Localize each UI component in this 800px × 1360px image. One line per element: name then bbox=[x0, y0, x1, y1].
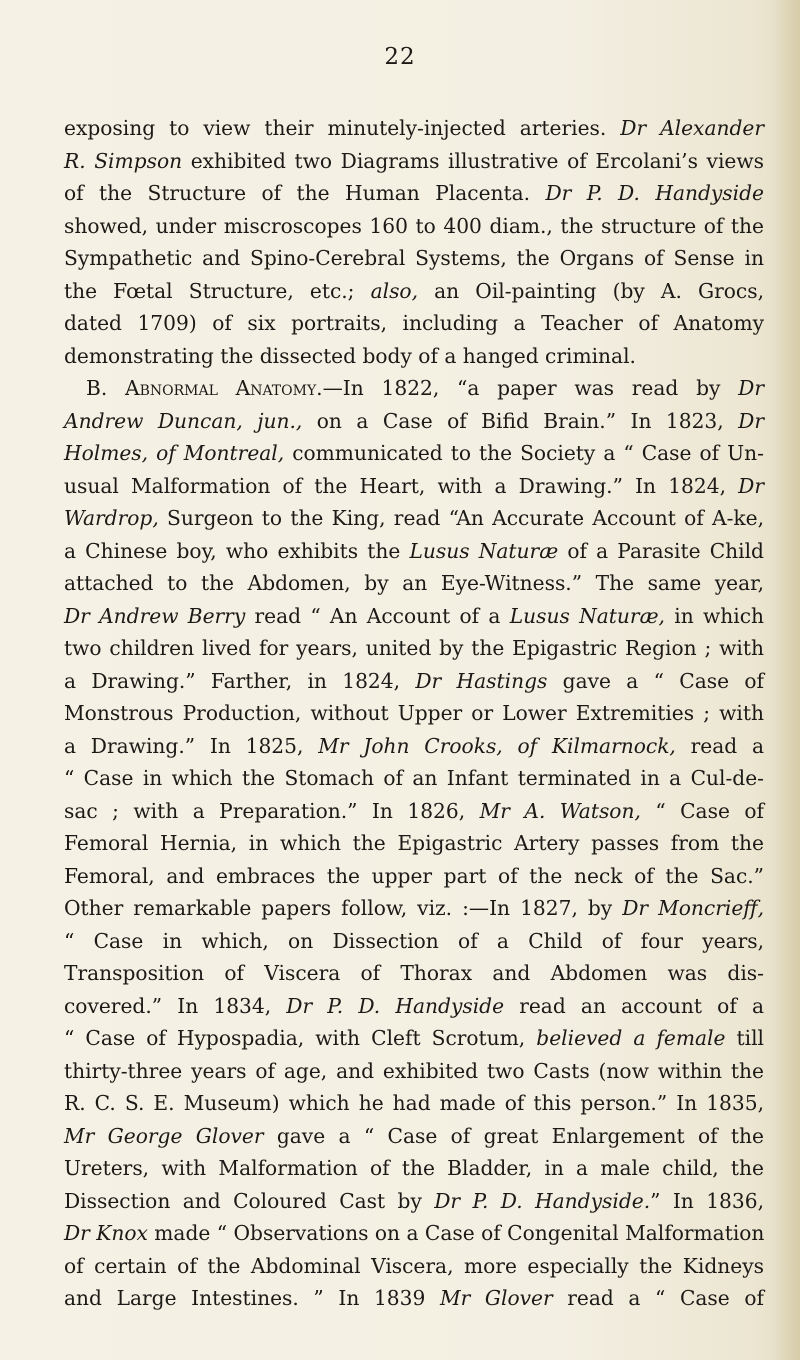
text-segment: of certain of the Abdominal Viscera, more especially the Kidneys bbox=[64, 1253, 764, 1278]
text-segment: the Fœtal Structure, etc.; bbox=[64, 278, 371, 303]
text-line bbox=[64, 1217, 764, 1250]
text-line bbox=[64, 405, 764, 438]
text-segment: till bbox=[725, 1026, 765, 1050]
italic-text: Mr A. Watson, bbox=[479, 798, 641, 823]
text-segment: Femoral Hernia, in which the Epigastric Artery passes from the bbox=[64, 831, 764, 855]
text-segment: of the Structure of the Human Placenta. bbox=[64, 181, 546, 205]
text-line bbox=[64, 925, 764, 958]
text-segment: “ Case in which, on Dissection of a Child of four years, bbox=[64, 928, 764, 953]
text-segment: Ureters, with Malformation of the Bladder, in a male child, the bbox=[64, 1156, 764, 1180]
text-segment: demonstrating the dissected body of a hanged criminal. bbox=[64, 343, 636, 368]
text-line bbox=[64, 307, 764, 340]
text-segment: on a Case of Bifid Brain.” In 1823, bbox=[302, 408, 739, 433]
text-line bbox=[64, 567, 764, 600]
italic-text: Dr Hastings bbox=[415, 668, 548, 693]
text-line bbox=[64, 210, 764, 243]
text-segment: and Large Intestines. ” In 1839 bbox=[64, 1286, 440, 1310]
text-segment: covered.” In 1834, bbox=[64, 993, 287, 1018]
text-line bbox=[64, 242, 764, 275]
italic-text: Dr P. D. Handyside bbox=[286, 993, 505, 1018]
text-segment: made “ Observations on a Case of Congenital Malformation bbox=[147, 1221, 765, 1245]
text-segment: “ Case of Hypospadia, with Cleft Scrotum, bbox=[64, 1026, 537, 1050]
text-segment: thirty-three years of age, and exhibited two Casts (now within the bbox=[64, 1058, 764, 1083]
text-line bbox=[64, 1282, 764, 1315]
text-segment: exposing to view their minutely-injected arteries. bbox=[64, 116, 621, 140]
text-segment: “ Case of bbox=[640, 798, 764, 823]
text-line bbox=[64, 795, 764, 828]
text-line bbox=[64, 1250, 764, 1283]
body-text bbox=[64, 112, 764, 1315]
section-heading: Abnormal Anatomy. bbox=[125, 376, 323, 400]
italic-text: Dr Moncrieff, bbox=[622, 896, 764, 920]
text-line bbox=[64, 1152, 764, 1185]
text-segment: read an account of a bbox=[504, 993, 764, 1018]
text-segment: Surgeon to the King, read “An Accurate Account of A-ke, bbox=[158, 506, 764, 530]
text-line bbox=[64, 1022, 764, 1055]
text-line bbox=[64, 437, 764, 470]
text-segment: two children lived for years, united by the Epigastric Region ; with bbox=[64, 636, 764, 660]
text-segment: read a “ Case of bbox=[552, 1286, 764, 1310]
text-line bbox=[64, 372, 764, 405]
italic-text: Dr bbox=[738, 408, 764, 433]
italic-text: Dr P. D. Handyside. bbox=[434, 1188, 651, 1213]
text-segment: B. bbox=[86, 376, 125, 400]
text-segment: dated 1709) of six portraits, including a Teacher of Anatomy bbox=[64, 311, 764, 335]
text-line bbox=[64, 665, 764, 698]
text-segment: R. C. S. E. Museum) which he had made of this person.” In 1835, bbox=[64, 1091, 764, 1115]
text-line bbox=[64, 600, 764, 633]
text-segment: Sympathetic and Spino-Cerebral Systems, the Organs of Sense in bbox=[64, 246, 764, 270]
text-segment: an Oil-painting (by A. Grocs, bbox=[418, 278, 764, 303]
text-line bbox=[64, 535, 764, 568]
text-line bbox=[64, 1087, 764, 1120]
italic-text: Dr Alexander bbox=[620, 116, 764, 140]
text-segment: in which bbox=[664, 603, 765, 628]
italic-text: Dr bbox=[738, 376, 764, 400]
text-line bbox=[64, 632, 764, 665]
italic-text: Wardrop, bbox=[64, 506, 159, 530]
text-segment: usual Malformation of the Heart, with a Drawing.” In 1824, bbox=[64, 473, 739, 498]
italic-text: Lusus Naturæ bbox=[409, 538, 559, 563]
text-segment: gave a “ Case of bbox=[547, 668, 765, 693]
text-line bbox=[64, 730, 764, 763]
italic-text: Dr Andrew Berry bbox=[64, 603, 246, 628]
text-segment: —In 1822, “a paper was read by bbox=[322, 376, 739, 400]
text-line bbox=[64, 860, 764, 893]
italic-text: Lusus Naturæ, bbox=[509, 603, 665, 628]
text-line bbox=[64, 1055, 764, 1088]
page-number: 22 bbox=[384, 44, 416, 70]
text-segment: Femoral, and embraces the upper part of the neck of the Sac.” bbox=[64, 863, 764, 888]
italic-text: Dr Knox bbox=[64, 1221, 148, 1245]
text-segment: Monstrous Production, without Upper or Lower Extremities ; with bbox=[64, 701, 764, 725]
italic-text: Holmes, of Montreal, bbox=[64, 441, 285, 465]
italic-text: believed a female bbox=[536, 1026, 726, 1050]
italic-text: also, bbox=[370, 278, 419, 303]
italic-text: Dr P. D. Handyside bbox=[545, 181, 764, 205]
italic-text: Mr Glover bbox=[439, 1286, 553, 1310]
text-line bbox=[64, 470, 764, 503]
text-line bbox=[64, 990, 764, 1023]
text-line bbox=[64, 177, 764, 210]
text-line bbox=[64, 957, 764, 990]
text-segment: a Chinese boy, who exhibits the bbox=[64, 538, 410, 563]
text-segment: read “ An Account of a bbox=[245, 603, 510, 628]
italic-text: Mr John Crooks, of Kilmarnock, bbox=[318, 733, 676, 758]
italic-text: Andrew Duncan, jun., bbox=[64, 408, 303, 433]
text-segment: attached to the Abdomen, by an Eye-Witness.” The same year, bbox=[64, 571, 764, 595]
text-segment: gave a “ Case of great Enlargement of the bbox=[263, 1123, 764, 1148]
text-line bbox=[64, 1120, 764, 1153]
text-segment: read a bbox=[675, 733, 764, 758]
text-segment: a Drawing.” In 1825, bbox=[64, 733, 319, 758]
text-line bbox=[64, 1185, 764, 1218]
text-line bbox=[64, 827, 764, 860]
text-segment: Dissection and Coloured Cast by bbox=[64, 1188, 435, 1213]
text-segment: sac ; with a Preparation.” In 1826, bbox=[64, 798, 480, 823]
italic-text: Dr bbox=[738, 473, 764, 498]
page-edge-shading bbox=[772, 0, 800, 1360]
text-line bbox=[64, 762, 764, 795]
italic-text: R. Simpson bbox=[64, 148, 183, 173]
text-line bbox=[64, 145, 764, 178]
text-line bbox=[64, 112, 764, 145]
text-segment: Transposition of Viscera of Thorax and Abdomen was dis- bbox=[64, 961, 764, 985]
text-line bbox=[64, 892, 764, 925]
text-segment: “ Case in which the Stomach of an Infant terminated in a Cul-de- bbox=[64, 766, 764, 790]
text-segment: exhibited two Diagrams illustrative of Ercolani’s views bbox=[182, 148, 764, 173]
text-segment: Other remarkable papers follow, viz. :—In 1827, by bbox=[64, 896, 623, 920]
text-line bbox=[64, 697, 764, 730]
text-line bbox=[64, 502, 764, 535]
text-segment: ” In 1836, bbox=[650, 1188, 764, 1213]
text-segment: communicated to the Society a “ Case of Un- bbox=[284, 441, 764, 465]
text-segment: showed, under miscroscopes 160 to 400 diam., the structure of the bbox=[64, 213, 764, 238]
text-segment: of a Parasite Child bbox=[558, 538, 764, 563]
italic-text: Mr George Glover bbox=[64, 1123, 264, 1148]
text-line bbox=[64, 275, 764, 308]
text-line bbox=[64, 340, 764, 373]
text-segment: a Drawing.” Farther, in 1824, bbox=[64, 668, 416, 693]
